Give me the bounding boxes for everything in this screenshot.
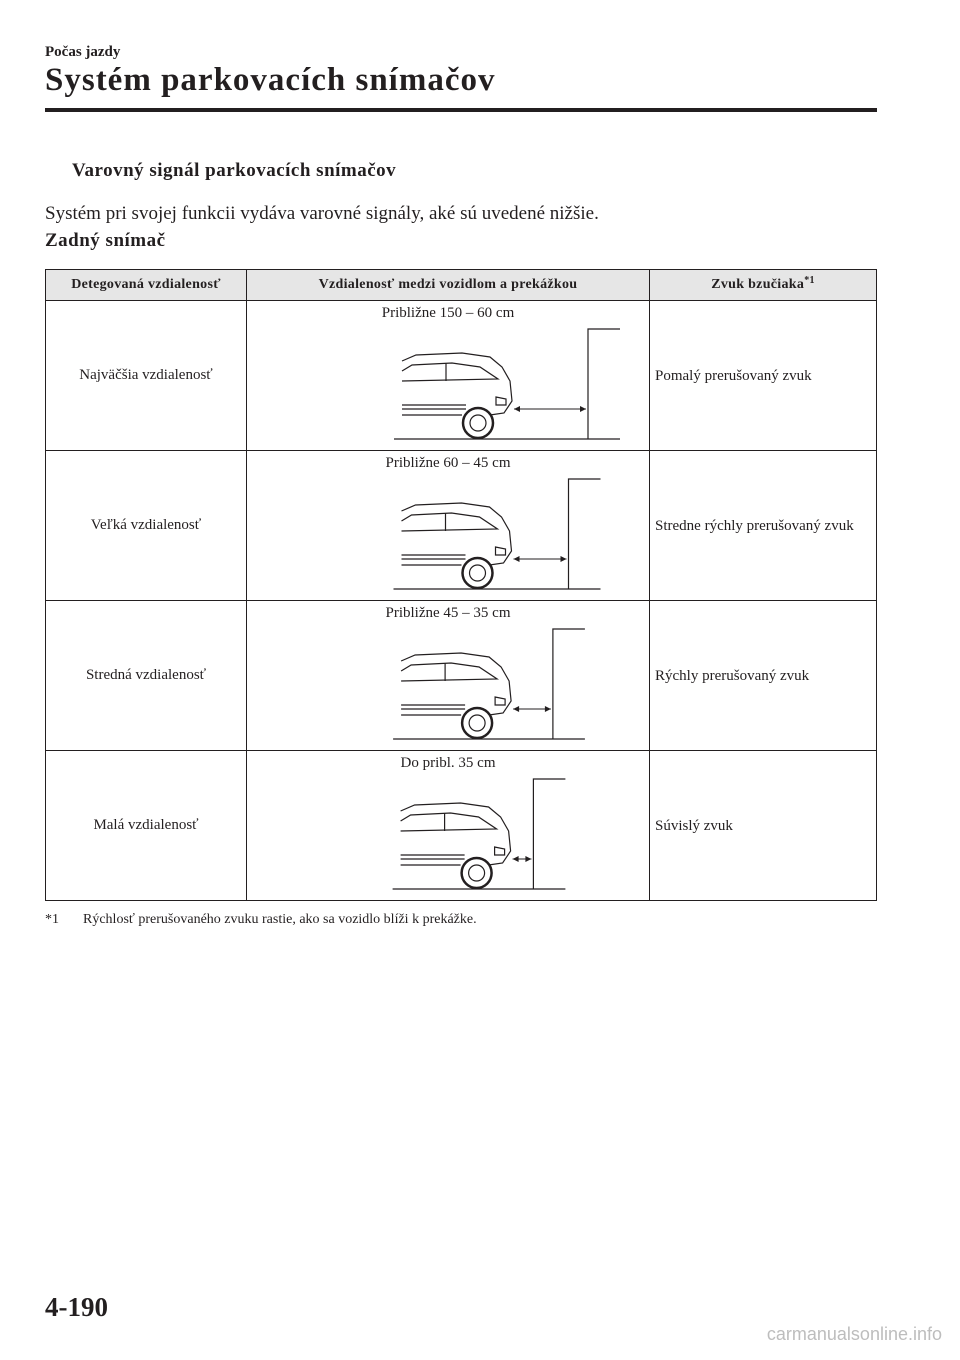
car-obstacle-illustration	[247, 451, 650, 600]
car-body-outline	[401, 653, 511, 715]
range-label: Približne 60 – 45 cm	[385, 455, 511, 471]
distance-diagram	[247, 751, 650, 901]
car-window-outline	[401, 813, 497, 831]
watermark: carmanualsonline.info	[766, 1324, 942, 1344]
obstacle-wall	[533, 779, 565, 889]
car-window-outline	[402, 363, 498, 381]
rear-wheel-hub	[470, 415, 486, 431]
distance-diagram	[247, 451, 650, 601]
car-icon	[402, 353, 512, 438]
page-number: 4-190	[45, 1292, 108, 1322]
distance-label: Stredná vzdialenosť	[46, 601, 247, 751]
header-vehicle-obstacle-distance: Vzdialenosť medzi vozidlom a prekážkou	[247, 270, 650, 301]
distance-label: Malá vzdialenosť	[46, 751, 247, 901]
distance-arrow-head-left	[514, 556, 520, 562]
range-label: Do pribl. 35 cm	[400, 755, 496, 771]
page-title: Systém parkovacích snímačov	[45, 62, 496, 98]
distance-label: Najväčšia vzdialenosť	[46, 301, 247, 451]
rear-wheel	[463, 558, 493, 588]
tail-light	[495, 697, 505, 705]
car-window-outline	[401, 663, 497, 681]
rear-wheel-hub	[470, 565, 486, 581]
distance-arrow-head-right	[580, 406, 586, 412]
table-row	[46, 751, 877, 901]
car-icon	[401, 803, 511, 888]
distance-diagram	[247, 601, 650, 751]
tail-light	[496, 547, 506, 555]
table-row	[46, 601, 877, 751]
title-rule	[45, 108, 877, 112]
header-detected-distance: Detegovaná vzdialenosť	[46, 270, 247, 301]
buzzer-sound: Stredne rýchly prerušovaný zvuk	[650, 451, 877, 601]
tail-light	[495, 847, 505, 855]
table-row	[46, 451, 877, 601]
car-obstacle-illustration	[247, 751, 650, 900]
buzzer-sound: Súvislý zvuk	[650, 751, 877, 901]
distance-diagram	[247, 301, 650, 451]
header-buzzer-sound	[650, 270, 877, 301]
table-header-row	[46, 270, 877, 301]
obstacle-wall	[569, 479, 601, 589]
table-heading: Zadný snímač	[45, 230, 166, 251]
distance-label: Veľká vzdialenosť	[46, 451, 247, 601]
intro-text: Systém pri svojej funkcii vydáva varovné signály, aké sú uvedené nižšie.	[45, 203, 599, 224]
distance-arrow-head-right	[545, 706, 551, 712]
car-icon	[401, 653, 511, 738]
car-body-outline	[401, 803, 511, 865]
rear-wheel	[463, 408, 493, 438]
distance-arrow-head-right	[561, 556, 567, 562]
buzzer-sound: Pomalý prerušovaný zvuk	[650, 301, 877, 451]
header-buzzer-sound-label: Zvuk bzučiaka	[711, 277, 805, 292]
buzzer-sound: Rýchly prerušovaný zvuk	[650, 601, 877, 751]
rear-wheel	[462, 708, 492, 738]
subsection-title: Varovný signál parkovacích snímačov	[72, 160, 397, 181]
distance-arrow-head-right	[525, 856, 531, 862]
obstacle-wall	[553, 629, 585, 739]
car-obstacle-illustration	[247, 601, 650, 750]
range-label: Približne 45 – 35 cm	[385, 605, 511, 621]
tail-light	[496, 397, 506, 405]
obstacle-wall	[588, 329, 620, 439]
car-body-outline	[402, 503, 512, 565]
footnote-ref: *1	[804, 275, 815, 286]
footnote-text: Rýchlosť prerušovaného zvuku rastie, ako sa vozidlo blíži k prekážke.	[83, 912, 477, 927]
footnote	[45, 912, 477, 928]
car-obstacle-illustration	[247, 301, 650, 450]
table-row	[46, 301, 877, 451]
rear-wheel-hub	[469, 865, 485, 881]
warning-signal-table	[45, 269, 877, 901]
footnote-marker: *1	[45, 912, 59, 927]
distance-arrow-head-left	[513, 856, 519, 862]
range-label: Približne 150 – 60 cm	[381, 305, 515, 321]
distance-arrow-head-left	[514, 406, 520, 412]
car-icon	[402, 503, 512, 588]
rear-wheel	[462, 858, 492, 888]
car-window-outline	[402, 513, 498, 531]
distance-arrow-head-left	[513, 706, 519, 712]
section-label: Počas jazdy	[45, 44, 121, 60]
rear-wheel-hub	[469, 715, 485, 731]
car-body-outline	[402, 353, 512, 415]
